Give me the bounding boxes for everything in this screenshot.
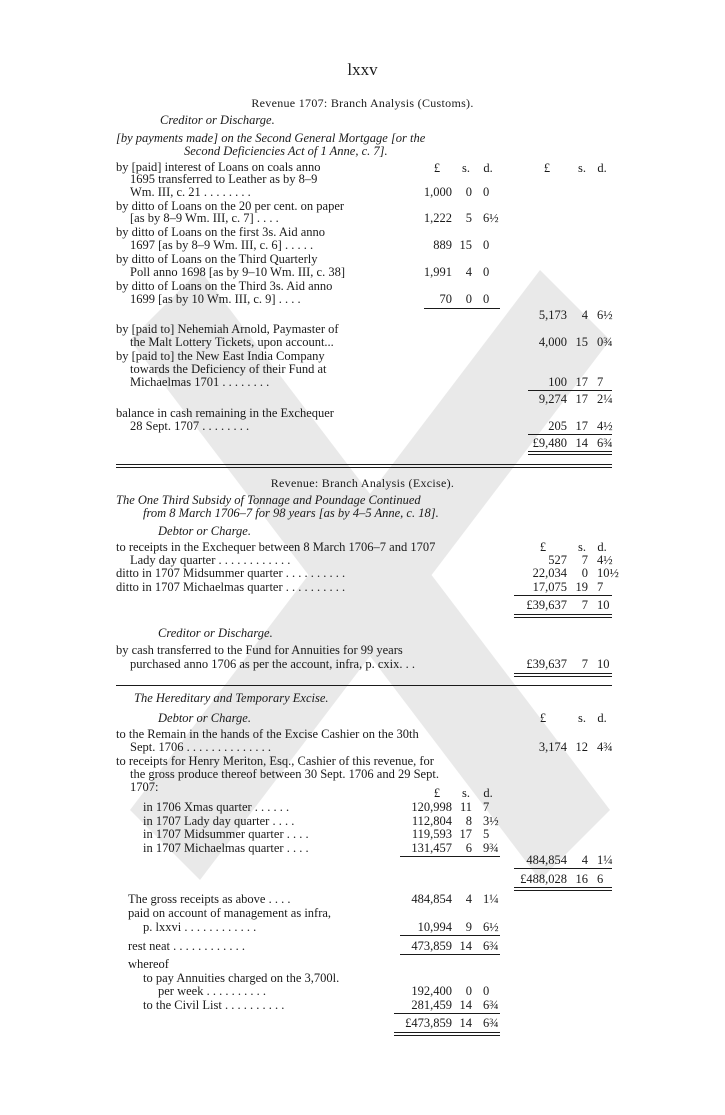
amount-shillings: 7	[581, 553, 588, 567]
amount-pence: 0¾	[597, 335, 613, 349]
entry-line: to pay Annuities charged on the 3,700l.	[143, 971, 340, 985]
double-rule	[514, 673, 612, 674]
rule	[424, 308, 500, 309]
double-rule	[514, 617, 612, 618]
entry-line: ditto in 1707 Michaelmas quarter . . . . . . . . . .	[116, 580, 346, 594]
amount-shillings: 4	[465, 265, 472, 279]
amount-pence: 0	[483, 984, 490, 998]
entry-line: balance in cash remaining in the Exchequer	[116, 406, 334, 420]
entry-line: by ditto of Loans on the first 3s. Aid anno	[116, 225, 326, 239]
grand-total-shillings: 14	[575, 436, 588, 450]
customs-intro-line: Second Deficiencies Act of 1 Anne, c. 7].	[184, 144, 388, 158]
amount-pounds: 1,000	[423, 185, 452, 199]
entry-line: by [paid to] Nehemiah Arnold, Paymaster of	[116, 322, 339, 336]
entry-line: by ditto of Loans on the 20 per cent. on paper	[116, 199, 345, 213]
amount-shillings: 9	[465, 920, 472, 934]
col-head: s.	[578, 161, 586, 175]
amount-pounds: 281,459	[411, 998, 452, 1012]
col-head: d.	[483, 786, 493, 800]
double-rule	[514, 887, 612, 888]
amount-pounds: 120,998	[411, 800, 452, 814]
entry-line: by [paid] interest of Loans on coals anno	[116, 160, 321, 174]
amount-shillings: 8	[465, 814, 472, 828]
debtor-label: Debtor or Charge.	[158, 711, 251, 725]
amount-pence: 10	[597, 598, 610, 612]
entry-line: by [paid to] the New East India Company	[116, 349, 325, 363]
entry-line: to the Remain in the hands of the Excise Cashier on the 30th	[116, 727, 419, 741]
customs-heading: Revenue 1707: Branch Analysis (Customs).	[251, 96, 474, 110]
amount-pence: 5	[483, 827, 490, 841]
rule	[400, 954, 500, 955]
amount-pence: 2¼	[597, 392, 613, 406]
double-rule	[528, 451, 612, 452]
entry-line: per week . . . . . . . . . .	[158, 984, 266, 998]
amount-pounds: 10,994	[417, 920, 452, 934]
entry-line: Sept. 1706 . . . . . . . . . . . . . .	[130, 740, 271, 754]
rule	[528, 434, 612, 435]
entry-line: towards the Deficiency of their Fund at	[130, 362, 327, 376]
amount-pence: 3½	[483, 814, 499, 828]
entry-line: in 1707 Midsummer quarter . . . .	[143, 827, 309, 841]
amount-shillings: 11	[459, 800, 472, 814]
amount-pounds: 1,222	[423, 211, 452, 225]
amount-pounds: 484,854	[526, 853, 567, 867]
entry-line: 1695 transferred to Leather as by 8–9	[130, 172, 318, 186]
excise-heading: Revenue: Branch Analysis (Excise).	[270, 476, 455, 490]
amount-pounds: 112,804	[411, 814, 452, 828]
amount-pounds: £39,637	[526, 657, 567, 671]
amount-pence: 7	[597, 580, 604, 594]
entry-line: rest neat . . . . . . . . . . . .	[128, 939, 245, 953]
amount-shillings: 14	[459, 939, 472, 953]
entry-line: Poll anno 1698 [as by 9–10 Wm. III, c. 38]	[130, 265, 346, 279]
entry-line: whereof	[128, 957, 169, 971]
double-rule	[514, 614, 612, 615]
col-head: £	[433, 161, 441, 175]
amount-pence: 6½	[483, 211, 499, 225]
entry-line: the Malt Lottery Tickets, upon account...	[130, 335, 334, 349]
amount-shillings: 19	[575, 580, 588, 594]
amount-pence: 0	[483, 185, 490, 199]
amount-pence: 7	[597, 375, 604, 389]
amount-pence: 1¼	[483, 892, 499, 906]
amount-pounds: 192,400	[411, 984, 452, 998]
amount-pence: 6¾	[483, 939, 499, 953]
double-rule	[394, 1035, 500, 1036]
amount-pounds: 3,174	[538, 740, 567, 754]
amount-pounds: 119,593	[411, 827, 452, 841]
debtor-label: Debtor or Charge.	[158, 524, 251, 538]
amount-pounds: 4,000	[538, 335, 567, 349]
amount-pence: 7	[483, 800, 490, 814]
amount-shillings: 7	[581, 657, 588, 671]
entry-line: in 1706 Xmas quarter . . . . . .	[143, 800, 290, 814]
amount-pounds: 205	[548, 419, 567, 433]
grand-total-shillings: 16	[575, 872, 588, 886]
amount-pence: 4½	[597, 553, 613, 567]
hereditary-title: The Hereditary and Temporary Excise.	[134, 691, 329, 705]
amount-pounds: 1,991	[423, 265, 452, 279]
amount-pounds: 9,274	[538, 392, 567, 406]
amount-pounds: 22,034	[532, 566, 567, 580]
col-head: d.	[597, 540, 607, 554]
amount-pounds: 70	[439, 292, 452, 306]
page-number: lxxv	[347, 60, 378, 79]
entry-line: to receipts in the Exchequer between 8 March 1706–7 and 1707	[116, 540, 436, 554]
amount-shillings: 17	[575, 392, 588, 406]
amount-shillings: 4	[581, 308, 588, 322]
amount-pounds: 473,859	[411, 939, 452, 953]
grand-total-shillings: 14	[459, 1016, 472, 1030]
entry-line: to the Civil List . . . . . . . . . .	[143, 998, 285, 1012]
entry-line: 1697 [as by 8–9 Wm. III, c. 6] . . . . .	[130, 238, 314, 252]
amount-shillings: 5	[465, 211, 472, 225]
col-head: d.	[597, 711, 607, 725]
grand-total-pounds: £473,859	[405, 1016, 452, 1030]
amount-shillings: 4	[581, 853, 588, 867]
amount-shillings: 15	[459, 238, 472, 252]
entry-line: by cash transferred to the Fund for Annuities for 99 years	[116, 643, 403, 657]
amount-shillings: 0	[581, 566, 588, 580]
customs-creditor-label: Creditor or Discharge.	[160, 113, 275, 127]
amount-shillings: 17	[459, 827, 472, 841]
amount-pounds: 17,075	[532, 580, 567, 594]
entry-line: [as by 8–9 Wm. III, c. 7] . . . .	[130, 211, 279, 225]
double-rule	[514, 676, 612, 677]
amount-shillings: 14	[459, 998, 472, 1012]
amount-pence: 4¾	[597, 740, 613, 754]
amount-shillings: 15	[575, 335, 588, 349]
rule	[514, 868, 612, 869]
amount-shillings: 17	[575, 375, 588, 389]
section-divider	[116, 467, 612, 468]
entry-line: in 1707 Michaelmas quarter . . . .	[143, 841, 309, 855]
amount-pence: 0	[483, 292, 490, 306]
col-head: d.	[597, 161, 607, 175]
amount-pence: 10	[597, 657, 610, 671]
section-divider	[116, 685, 612, 686]
amount-pence: 6½	[597, 308, 613, 322]
col-head: s.	[462, 161, 470, 175]
double-rule	[394, 1032, 500, 1033]
amount-pence: 0	[483, 238, 490, 252]
subsidy-title: The One Third Subsidy of Tonnage and Poundage Continued	[116, 493, 421, 507]
amount-shillings: 0	[465, 984, 472, 998]
entry-line: The gross receipts as above . . . .	[128, 892, 291, 906]
entry-line: Wm. III, c. 21 . . . . . . . .	[130, 185, 251, 199]
amount-pence: 0	[483, 265, 490, 279]
entry-line: by ditto of Loans on the Third 3s. Aid anno	[116, 279, 333, 293]
entry-line: p. lxxvi . . . . . . . . . . . .	[143, 920, 257, 934]
entry-line: 1707:	[130, 780, 159, 794]
grand-total-pence: 6	[597, 872, 604, 886]
entry-line: Michaelmas 1701 . . . . . . . .	[130, 375, 270, 389]
amount-shillings: 4	[465, 892, 472, 906]
amount-shillings: 0	[465, 185, 472, 199]
double-rule	[514, 890, 612, 891]
col-head: £	[543, 161, 551, 175]
amount-pounds: 889	[433, 238, 452, 252]
rule	[400, 935, 500, 936]
col-head: £	[539, 711, 547, 725]
amount-shillings: 7	[581, 598, 588, 612]
amount-pence: 4½	[597, 419, 613, 433]
amount-pence: 10½	[597, 566, 619, 580]
entry-line: by ditto of Loans on the Third Quarterly	[116, 252, 318, 266]
entry-line: the gross produce thereof between 30 Sept. 1706 and 29 Sept.	[130, 767, 439, 781]
grand-total-pence: 6¾	[597, 436, 613, 450]
entry-line: ditto in 1707 Midsummer quarter . . . . . . . . . .	[116, 566, 346, 580]
grand-total-pounds: £9,480	[532, 436, 567, 450]
amount-pounds: 131,457	[411, 841, 452, 855]
rule	[400, 856, 500, 857]
entry-line: paid on account of management as infra,	[128, 906, 332, 920]
entry-line: 1699 [as by 10 Wm. III, c. 9] . . . .	[130, 292, 301, 306]
entry-line: in 1707 Lady day quarter . . . .	[143, 814, 295, 828]
col-head: s.	[462, 786, 470, 800]
rule	[528, 390, 612, 391]
col-head: £	[539, 540, 547, 554]
creditor-label: Creditor or Discharge.	[158, 626, 273, 640]
amount-pounds: 5,173	[538, 308, 567, 322]
amount-pounds: £39,637	[526, 598, 567, 612]
grand-total-pence: 6¾	[483, 1016, 499, 1030]
amount-shillings: 17	[575, 419, 588, 433]
amount-pounds: 100	[548, 375, 567, 389]
amount-shillings: 12	[575, 740, 588, 754]
amount-pence: 1¼	[597, 853, 613, 867]
amount-pence: 9¾	[483, 841, 499, 855]
amount-pence: 6¾	[483, 998, 499, 1012]
entry-line: 28 Sept. 1707 . . . . . . . .	[130, 419, 250, 433]
amount-shillings: 6	[465, 841, 472, 855]
amount-pounds: 484,854	[411, 892, 452, 906]
section-divider	[116, 464, 612, 465]
entry-line: purchased anno 1706 as per the account, infra, p. cxix. . .	[130, 657, 415, 671]
double-rule	[528, 454, 612, 455]
amount-shillings: 0	[465, 292, 472, 306]
customs-intro-line: [by payments made] on the Second General Mortgage [or the	[116, 131, 426, 145]
col-head: s.	[578, 711, 586, 725]
rule	[514, 595, 612, 596]
amount-pounds: 527	[548, 553, 567, 567]
amount-pence: 6½	[483, 920, 499, 934]
col-head: d.	[483, 161, 493, 175]
col-head: £	[433, 786, 441, 800]
col-head: s.	[578, 540, 586, 554]
entry-line: to receipts for Henry Meriton, Esq., Cashier of this revenue, for	[116, 754, 434, 768]
entry-line: Lady day quarter . . . . . . . . . . . .	[130, 553, 291, 567]
subsidy-title: from 8 March 1706–7 for 98 years [as by 4–5 Anne, c. 18].	[143, 506, 439, 520]
grand-total-pounds: £488,028	[520, 872, 567, 886]
rule	[394, 1013, 500, 1014]
